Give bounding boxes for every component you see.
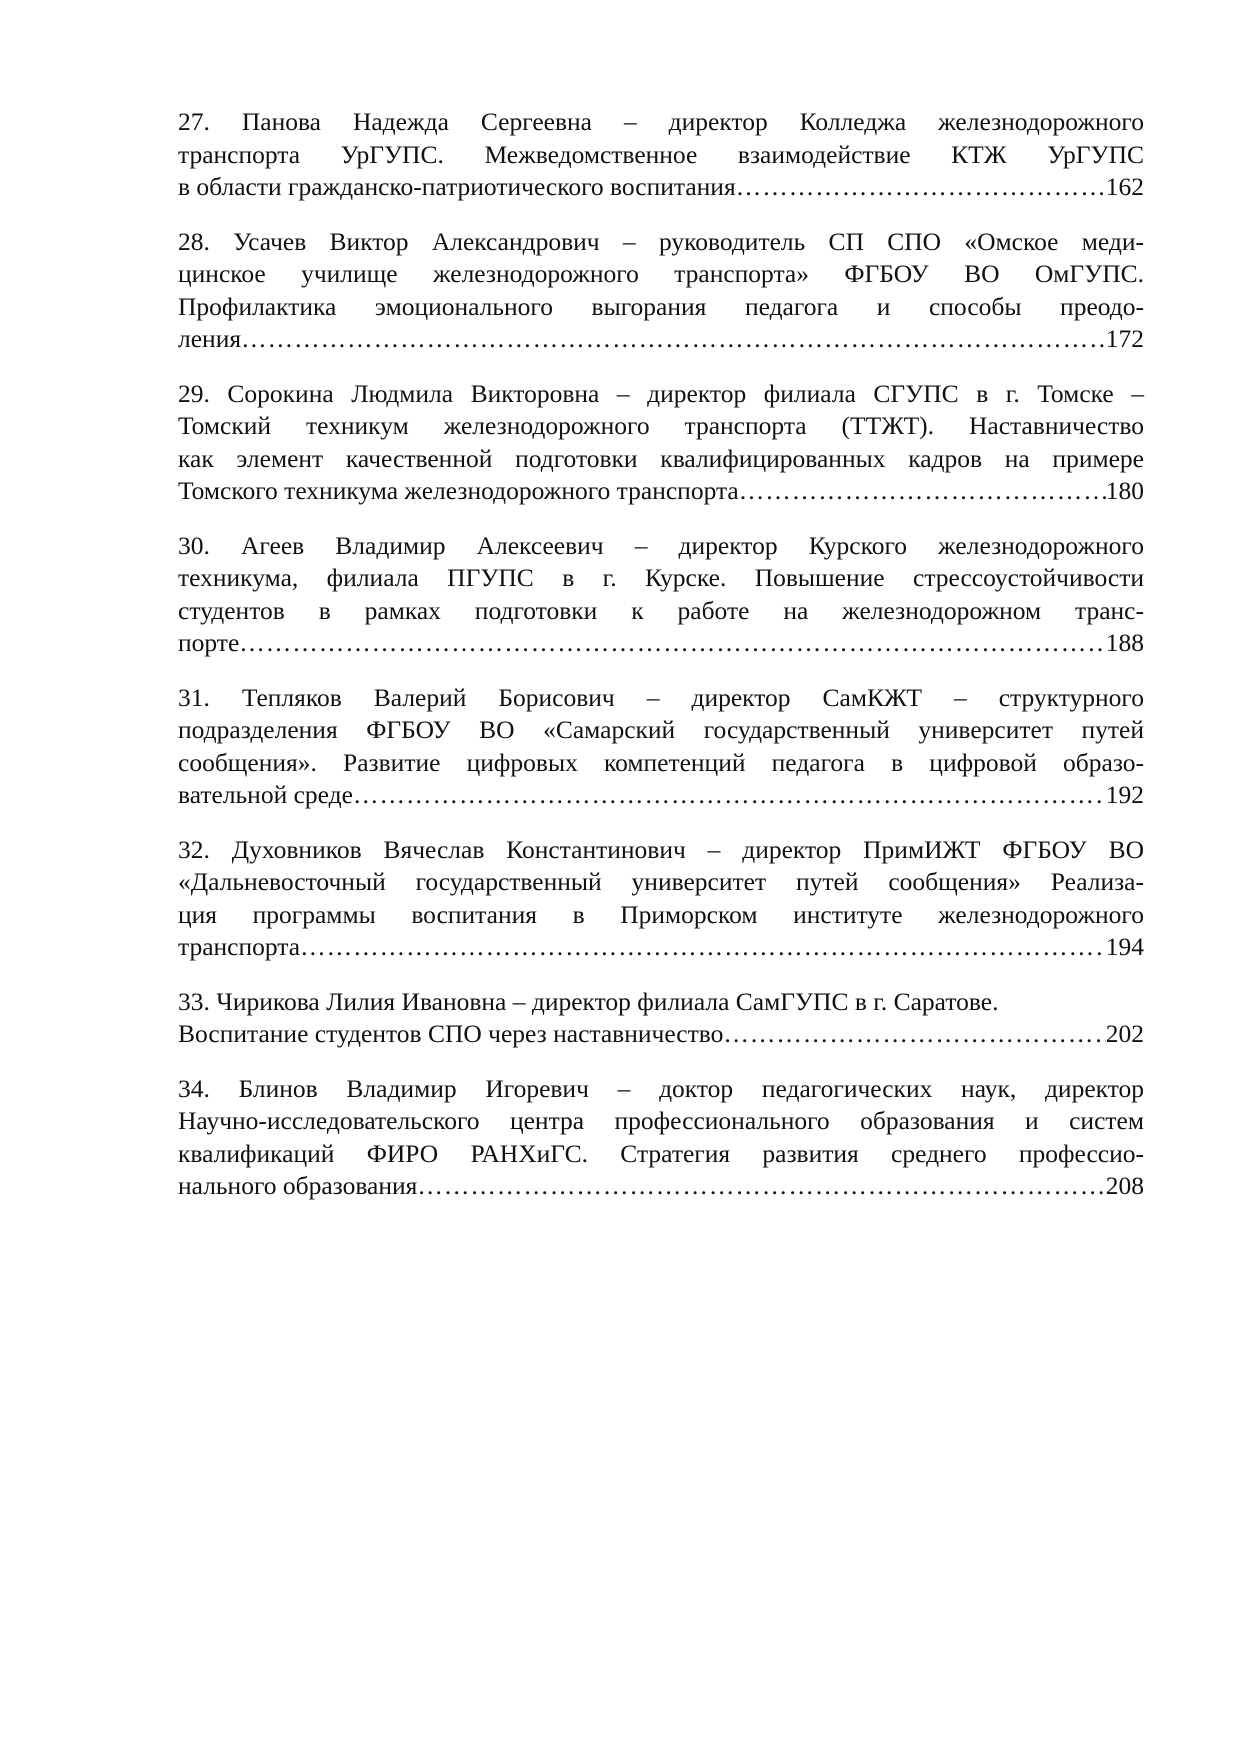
toc-entry-line: студентов в рамках подготовки к работе на железнодорожном транс- <box>178 595 1144 625</box>
toc-entry-line: квалификаций ФИРО РАНХиГС. Стратегия развития среднего профессио- <box>178 1138 1144 1168</box>
page-number: 202 <box>1105 1019 1144 1048</box>
dot-leader <box>723 1018 1105 1051</box>
toc-entry-line: 30. Агеев Владимир Алексеевич – директор Курского железнодорожного <box>178 530 1144 560</box>
dot-leader <box>239 627 1105 660</box>
toc-entry-last-line <box>178 1170 1144 1203</box>
toc-entry-last-line <box>178 171 1144 204</box>
toc-entry-line: транспорта УрГУПС. Межведомственное взаимодействие КТЖ УрГУПС <box>178 139 1144 169</box>
toc-entry-line: Профилактика эмоционального выгорания педагога и способы преодо- <box>178 291 1144 321</box>
table-of-contents <box>178 106 1144 1225</box>
toc-entry-line: как элемент качественной подготовки квалифицированных кадров на примере <box>178 443 1144 473</box>
dot-leader <box>300 931 1106 964</box>
toc-entry-line: ления <box>178 324 242 353</box>
toc-entry-line: 34. Блинов Владимир Игоревич – доктор педагогических наук, директор <box>178 1073 1144 1103</box>
toc-entry-line: 27. Панова Надежда Сергеевна – директор Колледжа железнодорожного <box>178 107 1144 136</box>
toc-entry-last-line <box>178 779 1144 812</box>
toc-entry-last-line <box>178 323 1144 356</box>
toc-entry-line: порте <box>178 628 240 657</box>
toc-entry-line: 29. Сорокина Людмила Викторовна – директор филиала СГУПС в г. Томске – <box>178 378 1144 408</box>
toc-entry-line: нального образования <box>178 1171 418 1200</box>
toc-entry <box>178 530 1144 660</box>
toc-entry-line: Томский техникум железнодорожного транспорта (ТТЖТ). Наставничество <box>178 411 1144 440</box>
toc-entry-line: 28. Усачев Виктор Александрович – руководитель СП СПО «Омское меди- <box>178 226 1144 256</box>
toc-entry <box>178 106 1144 204</box>
toc-entry-last-line <box>178 931 1144 964</box>
toc-entry-line: техникума, филиала ПГУПС в г. Курске. Повышение стрессоустойчивости <box>178 563 1144 592</box>
toc-entry-line: в области гражданско-патриотического воспитания <box>178 172 736 201</box>
dot-leader <box>417 1170 1105 1203</box>
toc-entry <box>178 1073 1144 1203</box>
toc-entry-line: Томского техникума железнодорожного транспорта <box>178 476 739 505</box>
dot-leader <box>353 779 1106 812</box>
page-number: 192 <box>1105 780 1144 809</box>
page-number: 188 <box>1105 628 1144 657</box>
toc-entry <box>178 682 1144 812</box>
toc-entry <box>178 226 1144 356</box>
toc-entry-line: Научно-исследовательского центра профессионального образования и систем <box>178 1106 1144 1135</box>
toc-entry-line: вательной среде <box>178 780 353 809</box>
toc-entry-last-line <box>178 1018 1144 1051</box>
toc-entry-line: цинское училище железнодорожного транспорта» ФГБОУ ВО ОмГУПС. <box>178 259 1144 288</box>
toc-entry <box>178 834 1144 964</box>
toc-entry-last-line <box>178 627 1144 660</box>
toc-entry-line: 32. Духовников Вячеслав Константинович – директор ПримИЖТ ФГБОУ ВО <box>178 834 1144 864</box>
page-number: 208 <box>1105 1171 1144 1200</box>
toc-entry <box>178 986 1144 1051</box>
toc-entry-line: транспорта <box>178 932 301 961</box>
page-number: 194 <box>1105 932 1144 961</box>
page-number: 162 <box>1105 172 1144 201</box>
dot-leader <box>739 475 1106 508</box>
toc-entry <box>178 378 1144 508</box>
toc-entry-line: 33. Чирикова Лилия Ивановна – директор филиала СамГУПС в г. Саратове. <box>178 986 999 1016</box>
dot-leader <box>241 323 1106 356</box>
page-number: 180 <box>1105 476 1144 505</box>
toc-entry-line: ция программы воспитания в Приморском институте железнодорожного <box>178 899 1144 929</box>
page-number: 172 <box>1105 324 1144 353</box>
toc-entry-line: Воспитание студентов СПО через наставничество <box>178 1019 724 1048</box>
toc-entry-line: 31. Тепляков Валерий Борисович – директор СамКЖТ – структурного <box>178 682 1144 712</box>
dot-leader <box>736 171 1106 204</box>
toc-entry-last-line <box>178 475 1144 508</box>
toc-entry-line: сообщения». Развитие цифровых компетенций педагога в цифровой образо- <box>178 747 1144 777</box>
toc-entry-line: «Дальневосточный государственный университет путей сообщения» Реализа- <box>178 867 1144 896</box>
toc-entry-line: подразделения ФГБОУ ВО «Самарский государственный университет путей <box>178 715 1144 744</box>
